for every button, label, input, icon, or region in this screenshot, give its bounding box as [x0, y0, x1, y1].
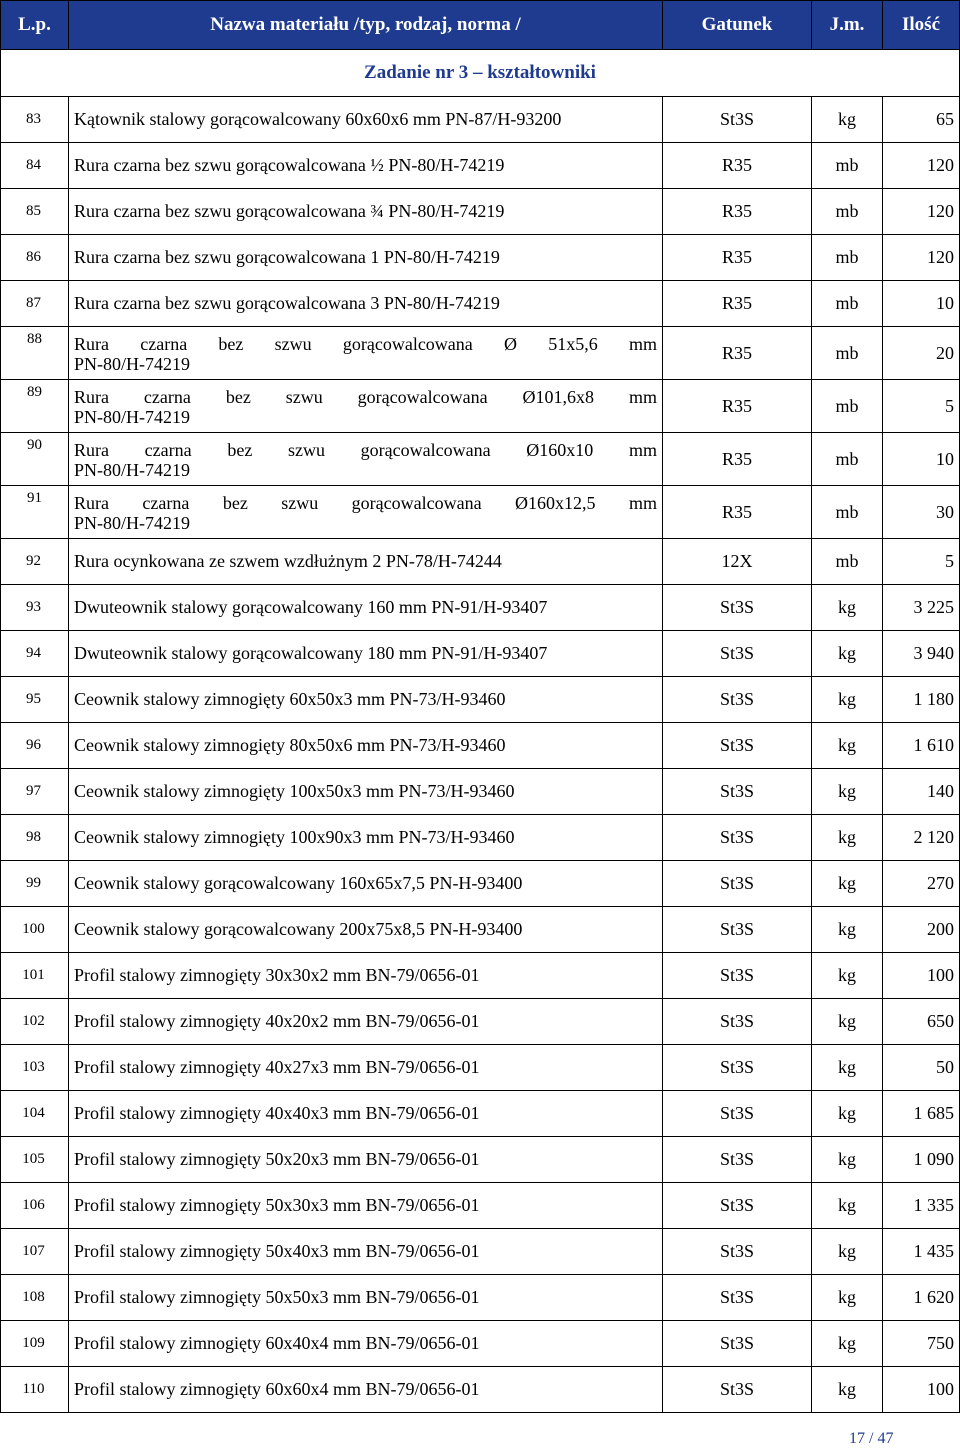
row-ilosc: 1 620 [883, 1275, 960, 1321]
row-gatunek: St3S [663, 953, 812, 999]
row-jm: kg [812, 1367, 883, 1413]
row-ilosc: 10 [883, 433, 960, 486]
row-jm: mb [812, 281, 883, 327]
header-nazwa: Nazwa materiału /typ, rodzaj, norma / [69, 1, 663, 50]
row-name: Profil stalowy zimnogięty 40x40x3 mm BN-79/0656-01 [69, 1091, 663, 1137]
row-jm: mb [812, 327, 883, 380]
row-gatunek: St3S [663, 861, 812, 907]
row-name: Dwuteownik stalowy gorącowalcowany 180 mm PN-91/H-93407 [69, 631, 663, 677]
row-ilosc: 650 [883, 999, 960, 1045]
row-name: Profil stalowy zimnogięty 50x30x3 mm BN-79/0656-01 [69, 1183, 663, 1229]
row-name: Dwuteownik stalowy gorącowalcowany 160 mm PN-91/H-93407 [69, 585, 663, 631]
row-ilosc: 50 [883, 1045, 960, 1091]
row-lp: 87 [1, 281, 69, 327]
row-jm: kg [812, 677, 883, 723]
table-row [1, 380, 960, 433]
row-jm: mb [812, 189, 883, 235]
row-gatunek: St3S [663, 1321, 812, 1367]
row-name: Profil stalowy zimnogięty 30x30x2 mm BN-79/0656-01 [69, 953, 663, 999]
row-name: Profil stalowy zimnogięty 60x60x4 mm BN-79/0656-01 [69, 1367, 663, 1413]
row-name: Profil stalowy zimnogięty 50x20x3 mm BN-79/0656-01 [69, 1137, 663, 1183]
row-name: Rura czarna bez szwu gorącowalcowana ¾ PN-80/H-74219 [69, 189, 663, 235]
row-lp: 110 [1, 1367, 69, 1413]
row-jm: kg [812, 1091, 883, 1137]
row-ilosc: 65 [883, 97, 960, 143]
row-lp: 84 [1, 143, 69, 189]
row-name: Ceownik stalowy gorącowalcowany 160x65x7,5 PN-H-93400 [69, 861, 663, 907]
row-ilosc: 100 [883, 953, 960, 999]
row-lp: 102 [1, 999, 69, 1045]
row-ilosc: 3 225 [883, 585, 960, 631]
header-row [1, 1, 960, 50]
row-jm: kg [812, 861, 883, 907]
row-lp: 83 [1, 97, 69, 143]
table-row [1, 1137, 960, 1183]
row-ilosc: 120 [883, 235, 960, 281]
row-gatunek: R35 [663, 486, 812, 539]
row-gatunek: St3S [663, 585, 812, 631]
row-jm: mb [812, 486, 883, 539]
row-jm: kg [812, 631, 883, 677]
table-row [1, 1045, 960, 1091]
row-name-line1: Rura czarna bez szwu gorącowalcowana Ø101,6x8 mm [74, 386, 657, 407]
row-lp: 94 [1, 631, 69, 677]
table-row [1, 97, 960, 143]
row-gatunek: St3S [663, 631, 812, 677]
table-row [1, 327, 960, 380]
row-jm: kg [812, 1137, 883, 1183]
table-row [1, 907, 960, 953]
row-name: Profil stalowy zimnogięty 50x40x3 mm BN-79/0656-01 [69, 1229, 663, 1275]
row-jm: kg [812, 1183, 883, 1229]
row-name [69, 327, 663, 380]
table-row [1, 1367, 960, 1413]
row-jm: kg [812, 723, 883, 769]
row-name-line2: PN-80/H-74219 [74, 353, 190, 374]
row-lp: 107 [1, 1229, 69, 1275]
table-row [1, 585, 960, 631]
row-lp: 109 [1, 1321, 69, 1367]
table-row [1, 1091, 960, 1137]
row-gatunek: St3S [663, 907, 812, 953]
row-name: Rura ocynkowana ze szwem wzdłużnym 2 PN-78/H-74244 [69, 539, 663, 585]
row-ilosc: 3 940 [883, 631, 960, 677]
row-jm: mb [812, 380, 883, 433]
row-gatunek: R35 [663, 433, 812, 486]
row-jm: mb [812, 539, 883, 585]
header-lp: L.p. [1, 1, 69, 50]
row-lp: 89 [1, 380, 69, 433]
row-gatunek: St3S [663, 1137, 812, 1183]
row-jm: mb [812, 235, 883, 281]
row-jm: kg [812, 999, 883, 1045]
row-jm: kg [812, 769, 883, 815]
row-lp: 96 [1, 723, 69, 769]
row-ilosc: 10 [883, 281, 960, 327]
row-gatunek: R35 [663, 380, 812, 433]
table-row [1, 723, 960, 769]
table-row [1, 433, 960, 486]
row-lp: 92 [1, 539, 69, 585]
row-lp: 95 [1, 677, 69, 723]
row-name-line1: Rura czarna bez szwu gorącowalcowana Ø160x12,5 mm [74, 492, 657, 513]
row-jm: mb [812, 433, 883, 486]
row-name: Kątownik stalowy gorącowalcowany 60x60x6 mm PN-87/H-93200 [69, 97, 663, 143]
page-number: 17 / 47 [849, 1430, 894, 1447]
row-lp: 100 [1, 907, 69, 953]
row-gatunek: R35 [663, 189, 812, 235]
table-row [1, 189, 960, 235]
row-lp: 108 [1, 1275, 69, 1321]
table-row [1, 143, 960, 189]
row-ilosc: 2 120 [883, 815, 960, 861]
row-name-line2: PN-80/H-74219 [74, 406, 190, 427]
row-name: Profil stalowy zimnogięty 40x27x3 mm BN-79/0656-01 [69, 1045, 663, 1091]
row-gatunek: St3S [663, 1275, 812, 1321]
row-gatunek: R35 [663, 143, 812, 189]
row-name: Profil stalowy zimnogięty 40x20x2 mm BN-79/0656-01 [69, 999, 663, 1045]
row-jm: kg [812, 815, 883, 861]
row-ilosc: 5 [883, 380, 960, 433]
table-row [1, 999, 960, 1045]
table-row [1, 815, 960, 861]
row-ilosc: 200 [883, 907, 960, 953]
table-row [1, 677, 960, 723]
row-name: Ceownik stalowy zimnogięty 60x50x3 mm PN-73/H-93460 [69, 677, 663, 723]
table-row [1, 281, 960, 327]
row-name: Ceownik stalowy gorącowalcowany 200x75x8,5 PN-H-93400 [69, 907, 663, 953]
row-ilosc: 5 [883, 539, 960, 585]
table-row [1, 1321, 960, 1367]
row-gatunek: St3S [663, 97, 812, 143]
row-jm: kg [812, 1275, 883, 1321]
row-gatunek: St3S [663, 769, 812, 815]
row-name [69, 486, 663, 539]
row-ilosc: 120 [883, 189, 960, 235]
row-name: Profil stalowy zimnogięty 50x50x3 mm BN-79/0656-01 [69, 1275, 663, 1321]
row-lp: 91 [1, 486, 69, 539]
row-lp: 98 [1, 815, 69, 861]
row-ilosc: 1 090 [883, 1137, 960, 1183]
row-name [69, 433, 663, 486]
row-name-line2: PN-80/H-74219 [74, 512, 190, 533]
row-gatunek: St3S [663, 1091, 812, 1137]
section-row [1, 50, 960, 97]
row-name-line2: PN-80/H-74219 [74, 459, 190, 480]
row-name: Ceownik stalowy zimnogięty 100x90x3 mm PN-73/H-93460 [69, 815, 663, 861]
row-gatunek: R35 [663, 281, 812, 327]
row-name: Rura czarna bez szwu gorącowalcowana 1 PN-80/H-74219 [69, 235, 663, 281]
row-lp: 86 [1, 235, 69, 281]
row-ilosc: 30 [883, 486, 960, 539]
row-gatunek: St3S [663, 723, 812, 769]
row-name: Rura czarna bez szwu gorącowalcowana ½ PN-80/H-74219 [69, 143, 663, 189]
row-lp: 97 [1, 769, 69, 815]
row-lp: 101 [1, 953, 69, 999]
table-row [1, 1229, 960, 1275]
row-lp: 105 [1, 1137, 69, 1183]
row-gatunek: St3S [663, 1367, 812, 1413]
row-name: Profil stalowy zimnogięty 60x40x4 mm BN-79/0656-01 [69, 1321, 663, 1367]
row-jm: kg [812, 907, 883, 953]
row-jm: kg [812, 953, 883, 999]
table-row [1, 953, 960, 999]
row-name: Ceownik stalowy zimnogięty 80x50x6 mm PN-73/H-93460 [69, 723, 663, 769]
row-lp: 106 [1, 1183, 69, 1229]
row-ilosc: 1 335 [883, 1183, 960, 1229]
row-jm: kg [812, 1229, 883, 1275]
row-jm: kg [812, 1045, 883, 1091]
table-row [1, 769, 960, 815]
row-name: Rura czarna bez szwu gorącowalcowana 3 PN-80/H-74219 [69, 281, 663, 327]
row-ilosc: 20 [883, 327, 960, 380]
row-ilosc: 100 [883, 1367, 960, 1413]
table-row [1, 1183, 960, 1229]
table-row [1, 235, 960, 281]
row-gatunek: St3S [663, 1045, 812, 1091]
row-lp: 99 [1, 861, 69, 907]
table-row [1, 486, 960, 539]
table-row [1, 631, 960, 677]
row-ilosc: 120 [883, 143, 960, 189]
row-ilosc: 1 610 [883, 723, 960, 769]
row-gatunek: 12X [663, 539, 812, 585]
row-ilosc: 750 [883, 1321, 960, 1367]
row-jm: mb [812, 143, 883, 189]
header-jm: J.m. [812, 1, 883, 50]
row-ilosc: 1 435 [883, 1229, 960, 1275]
row-lp: 85 [1, 189, 69, 235]
row-gatunek: R35 [663, 235, 812, 281]
row-lp: 104 [1, 1091, 69, 1137]
row-lp: 88 [1, 327, 69, 380]
row-ilosc: 1 685 [883, 1091, 960, 1137]
row-lp: 93 [1, 585, 69, 631]
row-jm: kg [812, 97, 883, 143]
header-gatunek: Gatunek [663, 1, 812, 50]
row-ilosc: 140 [883, 769, 960, 815]
row-jm: kg [812, 585, 883, 631]
row-jm: kg [812, 1321, 883, 1367]
row-gatunek: St3S [663, 999, 812, 1045]
header-ilosc: Ilość [883, 1, 960, 50]
row-gatunek: St3S [663, 1183, 812, 1229]
section-title: Zadanie nr 3 – kształtowniki [1, 50, 960, 97]
row-gatunek: R35 [663, 327, 812, 380]
row-ilosc: 270 [883, 861, 960, 907]
table-row [1, 1275, 960, 1321]
row-name: Ceownik stalowy zimnogięty 100x50x3 mm PN-73/H-93460 [69, 769, 663, 815]
row-gatunek: St3S [663, 815, 812, 861]
row-lp: 103 [1, 1045, 69, 1091]
table-row [1, 539, 960, 585]
row-gatunek: St3S [663, 677, 812, 723]
row-lp: 90 [1, 433, 69, 486]
row-ilosc: 1 180 [883, 677, 960, 723]
row-gatunek: St3S [663, 1229, 812, 1275]
row-name [69, 380, 663, 433]
row-name-line1: Rura czarna bez szwu gorącowalcowana Ø 51x5,6 mm [74, 333, 657, 354]
table-row [1, 861, 960, 907]
row-name-line1: Rura czarna bez szwu gorącowalcowana Ø160x10 mm [74, 439, 657, 460]
